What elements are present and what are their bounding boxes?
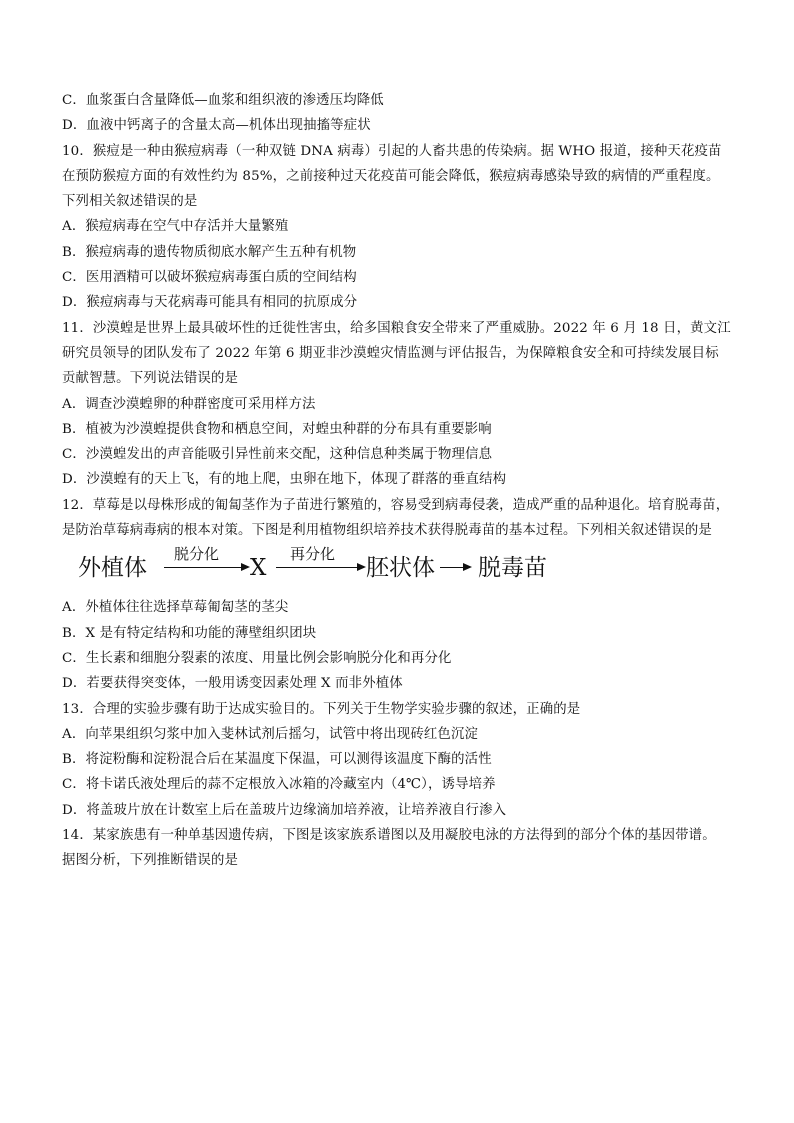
flow-arrow-2: [276, 567, 364, 568]
flow-arrow-2-label: 再分化: [290, 545, 336, 564]
flow-arrow-3: [440, 567, 470, 568]
q10-option-d: D．猴痘病毒与天花病毒可能具有相同的抗原成分: [62, 295, 358, 311]
q9-option-c: C．血浆蛋白含量降低—血浆和组织液的渗透压均降低: [62, 93, 384, 108]
flow-arrow-1: [164, 567, 248, 568]
q11-stem-line-1: 11．沙漠蝗是世界上最具破坏性的迁徙性害虫，给多国粮食安全带来了严重威胁。2022 年 6 月 18 日，黄文江: [62, 320, 731, 336]
q10-option-a: A．猴痘病毒在空气中存活并大量繁殖: [62, 219, 289, 235]
flow-arrow-1-label: 脱分化: [174, 545, 220, 564]
q13-option-a: A．向苹果组织匀浆中加入斐林试剂后摇匀，试管中将出现砖红色沉淀: [62, 726, 479, 742]
q12-option-b: B．X 是有特定结构和功能的薄壁组织团块: [62, 625, 317, 641]
q13-option-c: C．将卡诺氏液处理后的蒜不定根放入冰箱的冷藏室内（4℃），诱导培养: [62, 777, 496, 793]
q12-stem-line-1: 12．草莓是以母株形成的匍匐茎作为子苗进行繁殖的，容易受到病毒侵袭，造成严重的品种退化。培育脱毒苗，: [62, 497, 730, 513]
q11-option-a: A．调查沙漠蝗卵的种群密度可采用样方法: [62, 396, 316, 412]
q11-option-b: B．植被为沙漠蝗提供食物和栖息空间，对蝗虫种群的分布具有重要影响: [62, 421, 492, 437]
q10-stem-line-2: 在预防猴痘方面的有效性约为 85%，之前接种过天花疫苗可能会降低，猴痘病毒感染导致的病情的严重程度。: [62, 168, 720, 184]
flow-node-virus-free-seedling: 脱毒苗: [478, 555, 547, 582]
q13-stem: 13．合理的实验步骤有助于达成实验目的。下列关于生物学实验步骤的叙述，正确的是: [62, 701, 581, 717]
q13-option-b: B．将淀粉酶和淀粉混合后在某温度下保温，可以测得该温度下酶的活性: [62, 752, 492, 768]
q14-stem-line-2: 据图分析，下列推断错误的是: [62, 853, 239, 869]
q13-option-d: D．将盖玻片放在计数室上后在盖玻片边缘滴加培养液，让培养液自行渗入: [62, 802, 507, 818]
q10-stem-line-3: 下列相关叙述错误的是: [62, 194, 198, 210]
q11-option-d: D．沙漠蝗有的天上飞，有的地上爬，虫卵在地下，体现了群落的垂直结构: [62, 472, 507, 488]
tissue-culture-flow-diagram: [62, 545, 738, 593]
q12-option-a: A．外植体往往选择草莓匍匐茎的茎尖: [62, 600, 289, 616]
q9-option-d: D．血液中钙离子的含量太高—机体出现抽搐等症状: [62, 118, 371, 134]
flow-node-explant: 外植体: [78, 555, 147, 582]
q10-option-b: B．猴痘病毒的遗传物质彻底水解产生五种有机物: [62, 244, 357, 260]
q12-option-d: D．若要获得突变体，一般用诱变因素处理 X 而非外植体: [62, 676, 403, 692]
q11-stem-line-3: 贡献智慧。下列说法错误的是: [62, 371, 239, 387]
q12-stem-line-2: 是防治草莓病毒病的根本对策。下图是利用植物组织培养技术获得脱毒苗的基本过程。下列相关叙述错误的是: [62, 523, 712, 539]
q12-option-c: C．生长素和细胞分裂素的浓度、用量比例会影响脱分化和再分化: [62, 650, 452, 666]
flow-node-embryoid: 胚状体: [366, 555, 435, 582]
q10-stem-line-1: 10．猴痘是一种由猴痘病毒（一种双链 DNA 病毒）引起的人畜共患的传染病。据 WHO 报道，接种天花疫苗: [62, 143, 722, 159]
q11-stem-line-2: 研究员领导的团队发布了 2022 年第 6 期亚非沙漠蝗灾情监测与评估报告，为保障粮食安全和可持续发展目标: [62, 345, 719, 361]
flow-node-x: X: [250, 555, 267, 582]
q10-option-c: C．医用酒精可以破坏猴痘病毒蛋白质的空间结构: [62, 270, 357, 286]
q11-option-c: C．沙漠蝗发出的声音能吸引异性前来交配，这种信息种类属于物理信息: [62, 447, 493, 463]
exam-page: [62, 88, 738, 874]
q14-stem-line-1: 14．某家族患有一种单基因遗传病，下图是该家族系谱图以及用凝胶电泳的方法得到的部分个体的基因带谱。: [62, 828, 716, 844]
